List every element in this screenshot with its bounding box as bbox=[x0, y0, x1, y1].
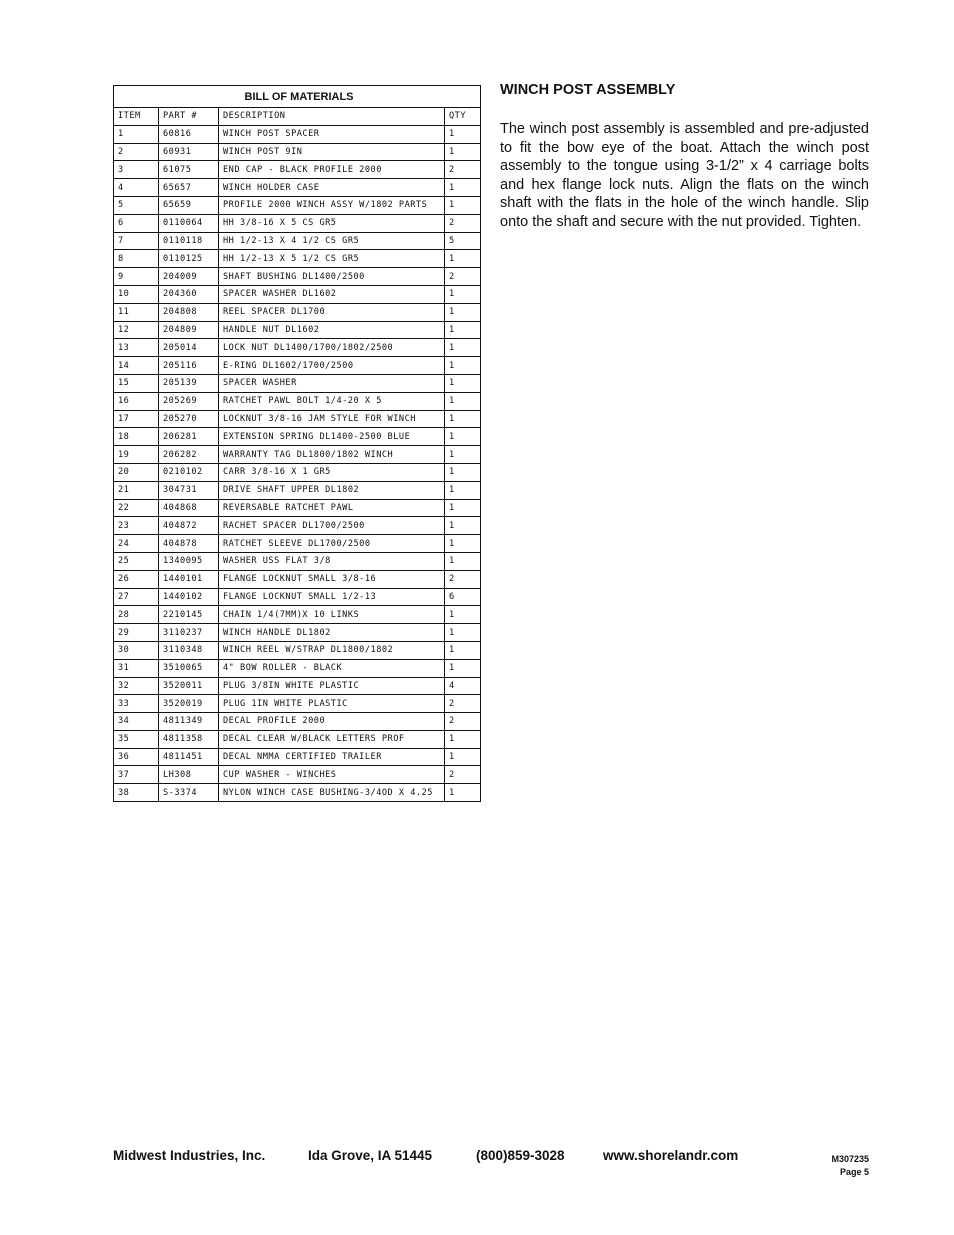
quantity: 1 bbox=[445, 552, 481, 570]
quantity: 1 bbox=[445, 748, 481, 766]
description: RATCHET SLEEVE DL1700/2500 bbox=[219, 535, 445, 553]
description: LOCKNUT 3/8-16 JAM STYLE FOR WINCH bbox=[219, 410, 445, 428]
item-number: 9 bbox=[114, 268, 159, 286]
table-row bbox=[114, 748, 481, 766]
table-row bbox=[114, 232, 481, 250]
quantity: 1 bbox=[445, 410, 481, 428]
quantity: 1 bbox=[445, 321, 481, 339]
description: HH 1/2-13 X 5 1/2 CS GR5 bbox=[219, 250, 445, 268]
item-number: 22 bbox=[114, 499, 159, 517]
part-number: 3510065 bbox=[159, 659, 219, 677]
part-number: 205270 bbox=[159, 410, 219, 428]
table-row bbox=[114, 125, 481, 143]
description: DECAL NMMA CERTIFIED TRAILER bbox=[219, 748, 445, 766]
quantity: 1 bbox=[445, 196, 481, 214]
quantity: 1 bbox=[445, 392, 481, 410]
description: CARR 3/8-16 X 1 GR5 bbox=[219, 463, 445, 481]
quantity: 1 bbox=[445, 499, 481, 517]
table-row bbox=[114, 303, 481, 321]
quantity: 1 bbox=[445, 463, 481, 481]
item-number: 4 bbox=[114, 179, 159, 197]
quantity: 2 bbox=[445, 695, 481, 713]
item-number: 10 bbox=[114, 285, 159, 303]
part-number: 304731 bbox=[159, 481, 219, 499]
item-number: 25 bbox=[114, 552, 159, 570]
bom-title: BILL OF MATERIALS bbox=[114, 86, 481, 108]
table-row bbox=[114, 659, 481, 677]
quantity: 1 bbox=[445, 285, 481, 303]
description: DECAL PROFILE 2000 bbox=[219, 713, 445, 731]
table-row bbox=[114, 161, 481, 179]
part-number: 60931 bbox=[159, 143, 219, 161]
quantity: 1 bbox=[445, 624, 481, 642]
quantity: 1 bbox=[445, 641, 481, 659]
table-row bbox=[114, 766, 481, 784]
description: HH 3/8-16 X 5 CS GR5 bbox=[219, 214, 445, 232]
description: REVERSABLE RATCHET PAWL bbox=[219, 499, 445, 517]
table-row bbox=[114, 641, 481, 659]
part-number: 4811358 bbox=[159, 730, 219, 748]
part-number: 0210102 bbox=[159, 463, 219, 481]
quantity: 1 bbox=[445, 659, 481, 677]
description: LOCK NUT DL1400/1700/1802/2500 bbox=[219, 339, 445, 357]
quantity: 1 bbox=[445, 517, 481, 535]
bill-of-materials-table bbox=[113, 85, 481, 802]
part-number: 404868 bbox=[159, 499, 219, 517]
item-number: 13 bbox=[114, 339, 159, 357]
table-row bbox=[114, 285, 481, 303]
description: CUP WASHER - WINCHES bbox=[219, 766, 445, 784]
part-number: 206282 bbox=[159, 446, 219, 464]
quantity: 1 bbox=[445, 339, 481, 357]
item-number: 38 bbox=[114, 784, 159, 802]
part-number: 0110125 bbox=[159, 250, 219, 268]
quantity: 1 bbox=[445, 303, 481, 321]
quantity: 1 bbox=[445, 179, 481, 197]
item-number: 21 bbox=[114, 481, 159, 499]
item-number: 2 bbox=[114, 143, 159, 161]
table-row bbox=[114, 428, 481, 446]
quantity: 2 bbox=[445, 713, 481, 731]
part-number: 3110348 bbox=[159, 641, 219, 659]
description: WASHER USS FLAT 3/8 bbox=[219, 552, 445, 570]
quantity: 1 bbox=[445, 481, 481, 499]
table-row bbox=[114, 606, 481, 624]
quantity: 1 bbox=[445, 357, 481, 375]
part-number: 1440102 bbox=[159, 588, 219, 606]
description: DECAL CLEAR W/BLACK LETTERS PROF bbox=[219, 730, 445, 748]
item-number: 6 bbox=[114, 214, 159, 232]
description: SPACER WASHER bbox=[219, 374, 445, 392]
item-number: 36 bbox=[114, 748, 159, 766]
item-number: 33 bbox=[114, 695, 159, 713]
description: DRIVE SHAFT UPPER DL1802 bbox=[219, 481, 445, 499]
table-row bbox=[114, 321, 481, 339]
description: REEL SPACER DL1700 bbox=[219, 303, 445, 321]
table-row bbox=[114, 713, 481, 731]
description: WARRANTY TAG DL1800/1802 WINCH bbox=[219, 446, 445, 464]
quantity: 5 bbox=[445, 232, 481, 250]
table-row bbox=[114, 214, 481, 232]
part-number: 205116 bbox=[159, 357, 219, 375]
item-number: 15 bbox=[114, 374, 159, 392]
table-row bbox=[114, 784, 481, 802]
description: FLANGE LOCKNUT SMALL 1/2-13 bbox=[219, 588, 445, 606]
column-header-description: DESCRIPTION bbox=[219, 108, 445, 126]
quantity: 4 bbox=[445, 677, 481, 695]
quantity: 1 bbox=[445, 606, 481, 624]
part-number: 206281 bbox=[159, 428, 219, 446]
quantity: 1 bbox=[445, 535, 481, 553]
part-number: 4811451 bbox=[159, 748, 219, 766]
table-row bbox=[114, 481, 481, 499]
quantity: 2 bbox=[445, 214, 481, 232]
item-number: 11 bbox=[114, 303, 159, 321]
footer-city: Ida Grove, IA 51445 bbox=[308, 1148, 433, 1163]
quantity: 2 bbox=[445, 161, 481, 179]
description: NYLON WINCH CASE BUSHING-3/4OD X 4.25 bbox=[219, 784, 445, 802]
table-row bbox=[114, 570, 481, 588]
table-row bbox=[114, 552, 481, 570]
item-number: 30 bbox=[114, 641, 159, 659]
footer-company: Midwest Industries, Inc. bbox=[113, 1148, 266, 1163]
item-number: 32 bbox=[114, 677, 159, 695]
column-header-part: PART # bbox=[159, 108, 219, 126]
quantity: 1 bbox=[445, 143, 481, 161]
part-number: 204808 bbox=[159, 303, 219, 321]
description: SPACER WASHER DL1602 bbox=[219, 285, 445, 303]
item-number: 37 bbox=[114, 766, 159, 784]
part-number: LH308 bbox=[159, 766, 219, 784]
section-body: The winch post assembly is assembled and pre-adjusted to fit the bow eye of the boat. Attach the winch post assembly to the tongue using 3-1/2” x 4 carriage bolts and hex flange lock nuts. Align the flats on the winch shaft with the flats in the hole of the winch handle. Slip onto the shaft and secure with the nut provided. Tighten. bbox=[500, 121, 869, 230]
table-row bbox=[114, 357, 481, 375]
item-number: 17 bbox=[114, 410, 159, 428]
part-number: 2210145 bbox=[159, 606, 219, 624]
table-row bbox=[114, 179, 481, 197]
part-number: 1440101 bbox=[159, 570, 219, 588]
description: HH 1/2-13 X 4 1/2 CS GR5 bbox=[219, 232, 445, 250]
item-number: 3 bbox=[114, 161, 159, 179]
part-number: 1340095 bbox=[159, 552, 219, 570]
quantity: 1 bbox=[445, 428, 481, 446]
quantity: 1 bbox=[445, 250, 481, 268]
table-row bbox=[114, 624, 481, 642]
footer-website: www.shorelandr.com bbox=[603, 1148, 739, 1163]
page-number: Page 5 bbox=[839, 1167, 869, 1177]
table-row bbox=[114, 392, 481, 410]
table-row bbox=[114, 499, 481, 517]
quantity: 1 bbox=[445, 730, 481, 748]
part-number: 0110118 bbox=[159, 232, 219, 250]
quantity: 2 bbox=[445, 570, 481, 588]
item-number: 18 bbox=[114, 428, 159, 446]
description: WINCH HANDLE DL1802 bbox=[219, 624, 445, 642]
item-number: 5 bbox=[114, 196, 159, 214]
table-row bbox=[114, 677, 481, 695]
table-row bbox=[114, 517, 481, 535]
description: WINCH REEL W/STRAP DL1800/1802 bbox=[219, 641, 445, 659]
table-row bbox=[114, 446, 481, 464]
bom-body bbox=[114, 125, 481, 801]
quantity: 2 bbox=[445, 268, 481, 286]
description: PLUG 3/8IN WHITE PLASTIC bbox=[219, 677, 445, 695]
part-number: 3110237 bbox=[159, 624, 219, 642]
column-header-item: ITEM bbox=[114, 108, 159, 126]
document-number-block bbox=[831, 1153, 869, 1179]
description: HANDLE NUT DL1602 bbox=[219, 321, 445, 339]
table-row bbox=[114, 463, 481, 481]
item-number: 14 bbox=[114, 357, 159, 375]
part-number: 204009 bbox=[159, 268, 219, 286]
table-row bbox=[114, 268, 481, 286]
part-number: 404872 bbox=[159, 517, 219, 535]
description: FLANGE LOCKNUT SMALL 3/8-16 bbox=[219, 570, 445, 588]
description: CHAIN 1/4(7MM)X 10 LINKS bbox=[219, 606, 445, 624]
description: PLUG 1IN WHITE PLASTIC bbox=[219, 695, 445, 713]
part-number: 60816 bbox=[159, 125, 219, 143]
part-number: 205269 bbox=[159, 392, 219, 410]
part-number: 205139 bbox=[159, 374, 219, 392]
part-number: 205014 bbox=[159, 339, 219, 357]
item-number: 27 bbox=[114, 588, 159, 606]
item-number: 23 bbox=[114, 517, 159, 535]
table-row bbox=[114, 339, 481, 357]
part-number: 204809 bbox=[159, 321, 219, 339]
table-row bbox=[114, 695, 481, 713]
part-number: 204360 bbox=[159, 285, 219, 303]
description: WINCH POST 9IN bbox=[219, 143, 445, 161]
table-row bbox=[114, 196, 481, 214]
description: SHAFT BUSHING DL1400/2500 bbox=[219, 268, 445, 286]
table-row bbox=[114, 730, 481, 748]
description: 4" BOW ROLLER - BLACK bbox=[219, 659, 445, 677]
column-header-qty: QTY bbox=[445, 108, 481, 126]
table-row bbox=[114, 143, 481, 161]
quantity: 1 bbox=[445, 125, 481, 143]
description: RACHET SPACER DL1700/2500 bbox=[219, 517, 445, 535]
description: RATCHET PAWL BOLT 1/4-20 X 5 bbox=[219, 392, 445, 410]
description: EXTENSION SPRING DL1400-2500 BLUE bbox=[219, 428, 445, 446]
item-number: 1 bbox=[114, 125, 159, 143]
item-number: 35 bbox=[114, 730, 159, 748]
quantity: 1 bbox=[445, 784, 481, 802]
description: WINCH HOLDER CASE bbox=[219, 179, 445, 197]
table-row bbox=[114, 250, 481, 268]
part-number: S-3374 bbox=[159, 784, 219, 802]
item-number: 8 bbox=[114, 250, 159, 268]
item-number: 28 bbox=[114, 606, 159, 624]
part-number: 3520019 bbox=[159, 695, 219, 713]
document-number: M307235 bbox=[831, 1154, 869, 1164]
part-number: 4811349 bbox=[159, 713, 219, 731]
item-number: 26 bbox=[114, 570, 159, 588]
quantity: 2 bbox=[445, 766, 481, 784]
table-row bbox=[114, 535, 481, 553]
description: PROFILE 2000 WINCH ASSY W/1802 PARTS bbox=[219, 196, 445, 214]
item-number: 29 bbox=[114, 624, 159, 642]
part-number: 0110064 bbox=[159, 214, 219, 232]
part-number: 3520011 bbox=[159, 677, 219, 695]
description: END CAP - BLACK PROFILE 2000 bbox=[219, 161, 445, 179]
section-heading: WINCH POST ASSEMBLY bbox=[500, 82, 676, 98]
quantity: 6 bbox=[445, 588, 481, 606]
table-row bbox=[114, 588, 481, 606]
quantity: 1 bbox=[445, 374, 481, 392]
description: WINCH POST SPACER bbox=[219, 125, 445, 143]
item-number: 31 bbox=[114, 659, 159, 677]
item-number: 24 bbox=[114, 535, 159, 553]
part-number: 65659 bbox=[159, 196, 219, 214]
bom-title-row bbox=[114, 86, 481, 108]
item-number: 20 bbox=[114, 463, 159, 481]
part-number: 404878 bbox=[159, 535, 219, 553]
item-number: 7 bbox=[114, 232, 159, 250]
item-number: 34 bbox=[114, 713, 159, 731]
item-number: 16 bbox=[114, 392, 159, 410]
quantity: 1 bbox=[445, 446, 481, 464]
item-number: 12 bbox=[114, 321, 159, 339]
description: E-RING DL1602/1700/2500 bbox=[219, 357, 445, 375]
table-row bbox=[114, 410, 481, 428]
bom-header-row bbox=[114, 108, 481, 126]
part-number: 65657 bbox=[159, 179, 219, 197]
item-number: 19 bbox=[114, 446, 159, 464]
part-number: 61075 bbox=[159, 161, 219, 179]
table-row bbox=[114, 374, 481, 392]
footer-phone: (800)859-3028 bbox=[476, 1148, 565, 1163]
